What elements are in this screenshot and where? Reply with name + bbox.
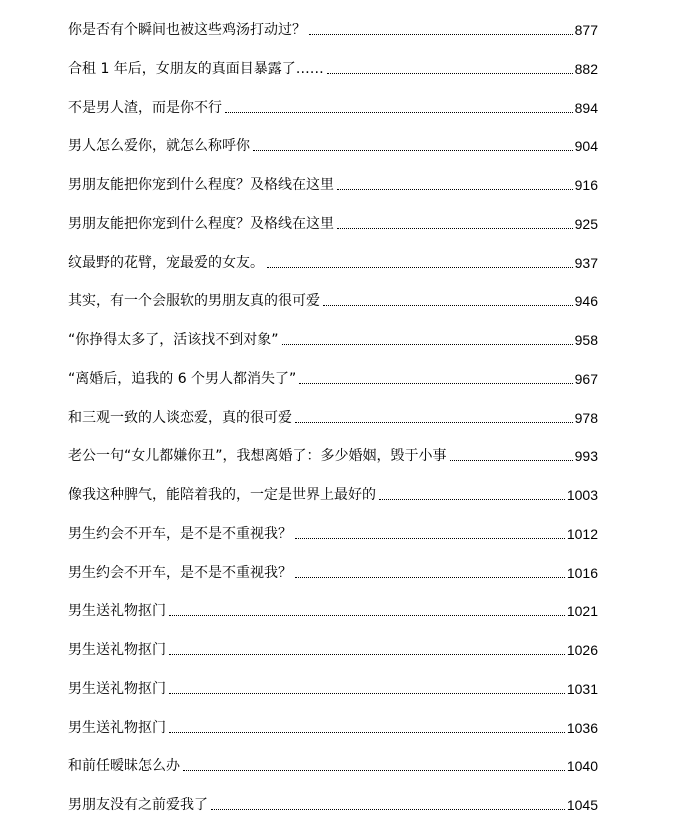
toc-entry-page-number: 937	[574, 254, 598, 271]
toc-entry-page-number: 1045	[566, 797, 598, 813]
toc-entry-page-number: 882	[574, 60, 598, 77]
toc-entry-page-number: 967	[574, 370, 598, 387]
toc-entry-page-number: 1021	[566, 603, 598, 620]
toc-entry[interactable]	[68, 133, 598, 155]
toc-entry[interactable]	[68, 405, 598, 427]
toc-entry-page-number: 946	[574, 293, 598, 310]
toc-dot-leader	[183, 770, 565, 771]
toc-entry-title: 其实，有一个会服软的男朋友真的很可爱	[68, 293, 320, 310]
toc-entry-title: 像我这种脾气，能陪着我的，一定是世界上最好的	[68, 487, 376, 503]
toc-entry-title: 你是否有个瞬间也被这些鸡汤打动过？	[68, 22, 306, 38]
toc-dot-leader	[253, 150, 573, 151]
toc-entry[interactable]	[68, 250, 598, 272]
toc-entry-title: 和三观一致的人谈恋爱，真的很可爱	[68, 409, 292, 426]
toc-entry[interactable]	[68, 792, 598, 814]
toc-dot-leader	[282, 344, 573, 345]
toc-entry-title: 男生送礼物抠门	[68, 603, 166, 620]
toc-entry[interactable]	[68, 521, 598, 543]
toc-entry-title: 男朋友能把你宠到什么程度？及格线在这里	[68, 215, 334, 232]
toc-entry[interactable]	[68, 676, 598, 698]
toc-entry[interactable]	[68, 482, 598, 504]
toc-entry-title: 男生送礼物抠门	[68, 680, 166, 697]
toc-dot-leader	[295, 422, 573, 423]
toc-entry-page-number: 894	[574, 99, 598, 116]
toc-entry-title: 纹最野的花臂，宠最爱的女友。	[68, 254, 264, 271]
toc-dot-leader	[309, 34, 573, 35]
toc-entry-title: 男生送礼物抠门	[68, 642, 166, 658]
toc-entry-page-number: 1026	[566, 642, 598, 658]
toc-entry[interactable]	[68, 327, 598, 349]
toc-entry[interactable]	[68, 211, 598, 233]
toc-entry-page-number: 978	[574, 409, 598, 426]
toc-dot-leader	[267, 267, 573, 268]
toc-entry-page-number: 916	[574, 177, 598, 193]
toc-entry-title: 合租 1 年后，女朋友的真面目暴露了……	[68, 60, 324, 77]
toc-dot-leader	[323, 305, 573, 306]
toc-dot-leader	[169, 654, 565, 655]
toc-entry-page-number: 1040	[566, 758, 598, 775]
toc-entry-page-number: 958	[574, 332, 598, 348]
toc-entry-page-number: 925	[574, 215, 598, 232]
toc-entry-title: 男人怎么爱你，就怎么称呼你	[68, 138, 250, 155]
toc-dot-leader	[295, 538, 565, 539]
toc-dot-leader	[211, 809, 565, 810]
toc-dot-leader	[379, 499, 565, 500]
toc-entry-page-number: 1003	[566, 487, 598, 503]
toc-dot-leader	[327, 73, 573, 74]
toc-entry[interactable]	[68, 715, 598, 737]
toc-entry-page-number: 1031	[566, 680, 598, 697]
toc-entry[interactable]	[68, 17, 598, 39]
toc-entry[interactable]	[68, 366, 598, 388]
toc-entry-page-number: 877	[574, 22, 598, 38]
toc-entry-title: 男朋友能把你宠到什么程度？及格线在这里	[68, 177, 334, 193]
toc-entry-title: “离婚后，追我的 6 个男人都消失了”	[68, 370, 297, 387]
toc-entry-page-number: 904	[574, 138, 598, 155]
toc-dot-leader	[225, 112, 573, 113]
toc-entry[interactable]	[68, 95, 598, 117]
toc-entry[interactable]	[68, 172, 598, 194]
toc-dot-leader	[337, 228, 573, 229]
toc-entry[interactable]	[68, 560, 598, 582]
toc-entry-title: 男生约会不开车，是不是不重视我？	[68, 525, 292, 542]
toc-entry[interactable]	[68, 443, 598, 465]
toc-entry-title: 老公一句“女儿都嫌你丑”，我想离婚了：多少婚姻，毁于小事	[68, 448, 447, 465]
toc-entry[interactable]	[68, 56, 598, 78]
toc-entry-title: 男生送礼物抠门	[68, 719, 166, 736]
toc-dot-leader	[169, 732, 565, 733]
toc-dot-leader	[295, 577, 565, 578]
toc-dot-leader	[299, 383, 572, 384]
toc-dot-leader	[450, 460, 573, 461]
toc-entry-title: 男生约会不开车，是不是不重视我？	[68, 564, 292, 581]
toc-dot-leader	[337, 189, 573, 190]
toc-entry-page-number: 993	[574, 448, 598, 465]
toc-entry[interactable]	[68, 637, 598, 659]
toc-entry[interactable]	[68, 753, 598, 775]
toc-entry-title: 不是男人渣，而是你不行	[68, 99, 222, 116]
toc-entry-page-number: 1036	[566, 719, 598, 736]
toc-entry[interactable]	[68, 288, 598, 310]
toc-entry-title: 和前任暧昧怎么办	[68, 758, 180, 775]
toc-entry[interactable]	[68, 598, 598, 620]
toc-entry-page-number: 1012	[566, 525, 598, 542]
toc-dot-leader	[169, 693, 565, 694]
toc-entry-title: 男朋友没有之前爱我了	[68, 797, 208, 813]
toc-entry-page-number: 1016	[566, 564, 598, 581]
toc-entry-title: “你挣得太多了，活该找不到对象”	[68, 332, 279, 348]
toc-dot-leader	[169, 615, 565, 616]
